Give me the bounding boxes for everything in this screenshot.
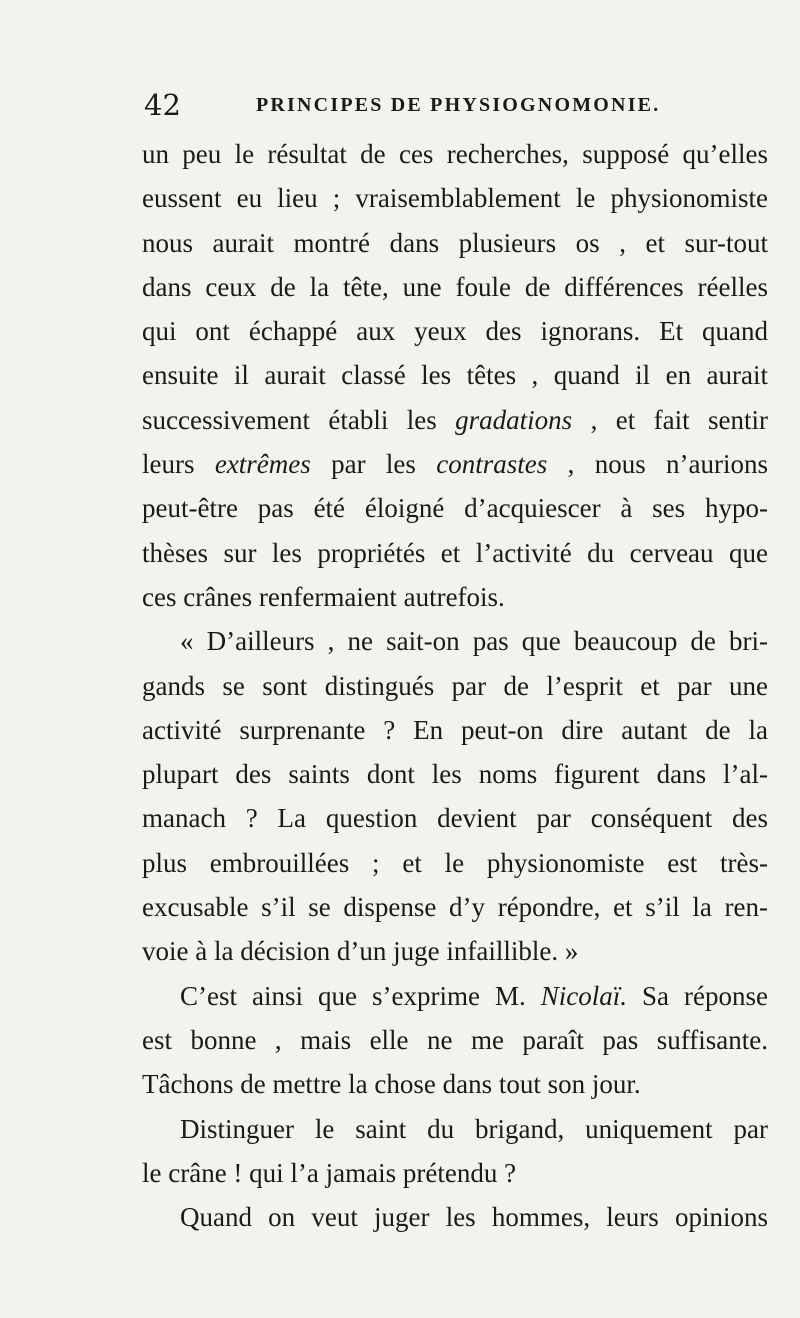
text-line: Quand on veut juger les hommes, leurs opinions <box>180 1202 768 1233</box>
text-line: qui ont échappé aux yeux des ignorans. Et quand <box>142 316 768 347</box>
text-line: ensuite il aurait classé les têtes , quand il en aurait <box>142 360 768 391</box>
running-title: PRINCIPES DE PHYSIOGNOMONIE. <box>256 94 661 116</box>
text-line: dans ceux de la tête, une foule de différences réelles <box>142 271 768 302</box>
text-line: thèses sur les propriétés et l’activité du cerveau que <box>142 537 768 568</box>
text-line: Distinguer le saint du brigand, uniquement par <box>180 1113 768 1144</box>
text-line: gands se sont distingués par de l’esprit et par une <box>142 670 768 701</box>
text-line: successivement établi les gradations , et fait sentir <box>142 404 768 435</box>
body-text <box>142 132 768 1239</box>
text-line: leurs extrêmes par les contrastes , nous n’aurions <box>142 449 769 480</box>
text-line: Tâchons de mettre la chose dans tout son jour. <box>142 1069 641 1100</box>
page-number: 42 <box>144 88 181 122</box>
text-line: un peu le résultat de ces recherches, supposé qu’elles <box>142 139 768 169</box>
text-line: ces crânes renfermaient autrefois. <box>142 581 505 612</box>
italic-term: contrastes <box>436 449 548 480</box>
text-line: activité surprenante ? En peut-on dire autant de la <box>142 714 768 745</box>
text-line: « D’ailleurs , ne sait-on pas que beaucoup de bri- <box>180 626 768 657</box>
italic-term: extrêmes <box>214 449 311 480</box>
text-line: peut-être pas été éloigné d’acquiescer à ses hypo- <box>142 493 768 524</box>
italic-name: Nicolaï. <box>540 980 627 1011</box>
text-line: nous aurait montré dans plusieurs os , et sur-tout <box>142 227 768 258</box>
text-line: plus embrouillées ; et le physionomiste est très- <box>142 847 768 878</box>
text-line: voie à la décision d’un juge infaillible. » <box>142 936 579 967</box>
text-line: est bonne , mais elle ne me paraît pas suffisante. <box>142 1024 768 1055</box>
text-line: manach ? La question devient par conséquent des <box>142 803 768 834</box>
text-line: excusable s’il se dispense d’y répondre, et s’il la ren- <box>142 892 768 923</box>
text-line: plupart des saints dont les noms figurent dans l’al- <box>142 759 768 790</box>
page-header <box>144 84 764 124</box>
text-line: eussent eu lieu ; vraisemblablement le physionomiste <box>142 183 768 214</box>
text-line: C’est ainsi que s’exprime M. Nicolaï. Sa réponse <box>180 980 768 1011</box>
italic-term: gradations <box>455 404 573 435</box>
text-line: le crâne ! qui l’a jamais prétendu ? <box>142 1157 517 1188</box>
